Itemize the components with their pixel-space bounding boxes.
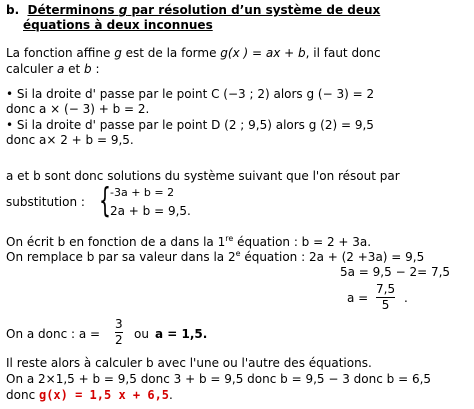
- solve-line1: [6, 235, 371, 250]
- intro-line1: [6, 46, 381, 61]
- system-equation-1: -3a + b = 2: [110, 186, 175, 199]
- final-line1: Il reste alors à calculer b avec l'une ou l'autre des équations.: [6, 356, 372, 370]
- solve-line1-sup: re: [225, 234, 234, 243]
- bullet2-line1: • Si la droite d' passe par le point D (2 ; 9,5) alors g (2) = 9,5: [6, 118, 374, 132]
- bullet2-line2: donc a× 2 + b = 9,5.: [6, 133, 134, 147]
- result-denominator: 2: [115, 333, 123, 347]
- intro-text-a: La fonction affine: [6, 46, 115, 60]
- fraction-numerator: 7,5: [376, 282, 396, 296]
- result-prefix: On a donc : a =: [6, 327, 101, 341]
- intro-text-et: et: [64, 62, 85, 76]
- heading-text-b: par résolution d’un système de deux: [127, 3, 381, 17]
- solve-line2-a: On remplace b par sa valeur dans la 2: [6, 250, 236, 264]
- solve-line4-lhs: a =: [347, 291, 369, 305]
- fraction-7-5-over-5: [376, 283, 395, 312]
- section-number: b.: [6, 3, 20, 17]
- heading-text-a: Déterminons: [27, 3, 119, 17]
- intro-text-calc: calculer: [6, 62, 57, 76]
- solve-line1-a: On écrit b en fonction de a dans la 1: [6, 235, 226, 249]
- intro-line2: [6, 62, 100, 77]
- fraction-denominator: 5: [381, 298, 390, 312]
- solve-line4-end: .: [404, 291, 408, 305]
- intro-formula: g(x ) = ax + b: [220, 46, 306, 60]
- bullet1-line2: donc a × (− 3) + b = 2.: [6, 102, 150, 116]
- system-intro-line2: substitution :: [6, 195, 85, 209]
- final-prefix: donc: [6, 388, 39, 402]
- final-line3: [6, 388, 173, 403]
- final-line2: On a 2×1,5 + b = 9,5 donc 3 + b = 9,5 donc b = 9,5 − 3 donc b = 6,5: [6, 372, 432, 386]
- fraction-3-over-2: [115, 318, 123, 347]
- bullet1-line1: • Si la droite d' passe par le point C (−3 ; 2) alors g (− 3) = 2: [6, 87, 375, 101]
- heading-var-g: g: [118, 3, 128, 17]
- system-equation-2: 2a + b = 9,5.: [110, 204, 191, 218]
- intro-var-a: a: [56, 62, 65, 76]
- system-intro-line1: a et b sont donc solutions du système suivant que l'on résout par: [6, 169, 400, 183]
- solve-line2-b: équation : 2a + (2 +3a) = 9,5: [240, 250, 425, 264]
- intro-text-b: est de la forme: [121, 46, 221, 60]
- section-heading-line1: [6, 3, 380, 18]
- result-ou: ou: [134, 327, 149, 341]
- result-numerator: 3: [115, 317, 123, 331]
- intro-text-end: :: [91, 62, 100, 76]
- section-heading-line2: équations à deux inconnues: [23, 18, 213, 32]
- system-brace: {: [99, 181, 111, 221]
- final-end: .: [169, 388, 173, 402]
- final-answer: g(x) = 1,5 x + 6,5: [38, 388, 170, 402]
- intro-var-g: g: [114, 46, 122, 60]
- intro-text-c: , il faut donc: [305, 46, 381, 60]
- solve-line2-sup: e: [235, 249, 241, 258]
- result-a-value: a = 1,5.: [155, 327, 208, 341]
- intro-var-b: b: [84, 62, 92, 76]
- solve-line3: 5a = 9,5 − 2= 7,5: [340, 265, 451, 279]
- solve-line1-b: équation : b = 2 + 3a.: [233, 235, 372, 249]
- solve-line2: [6, 250, 424, 265]
